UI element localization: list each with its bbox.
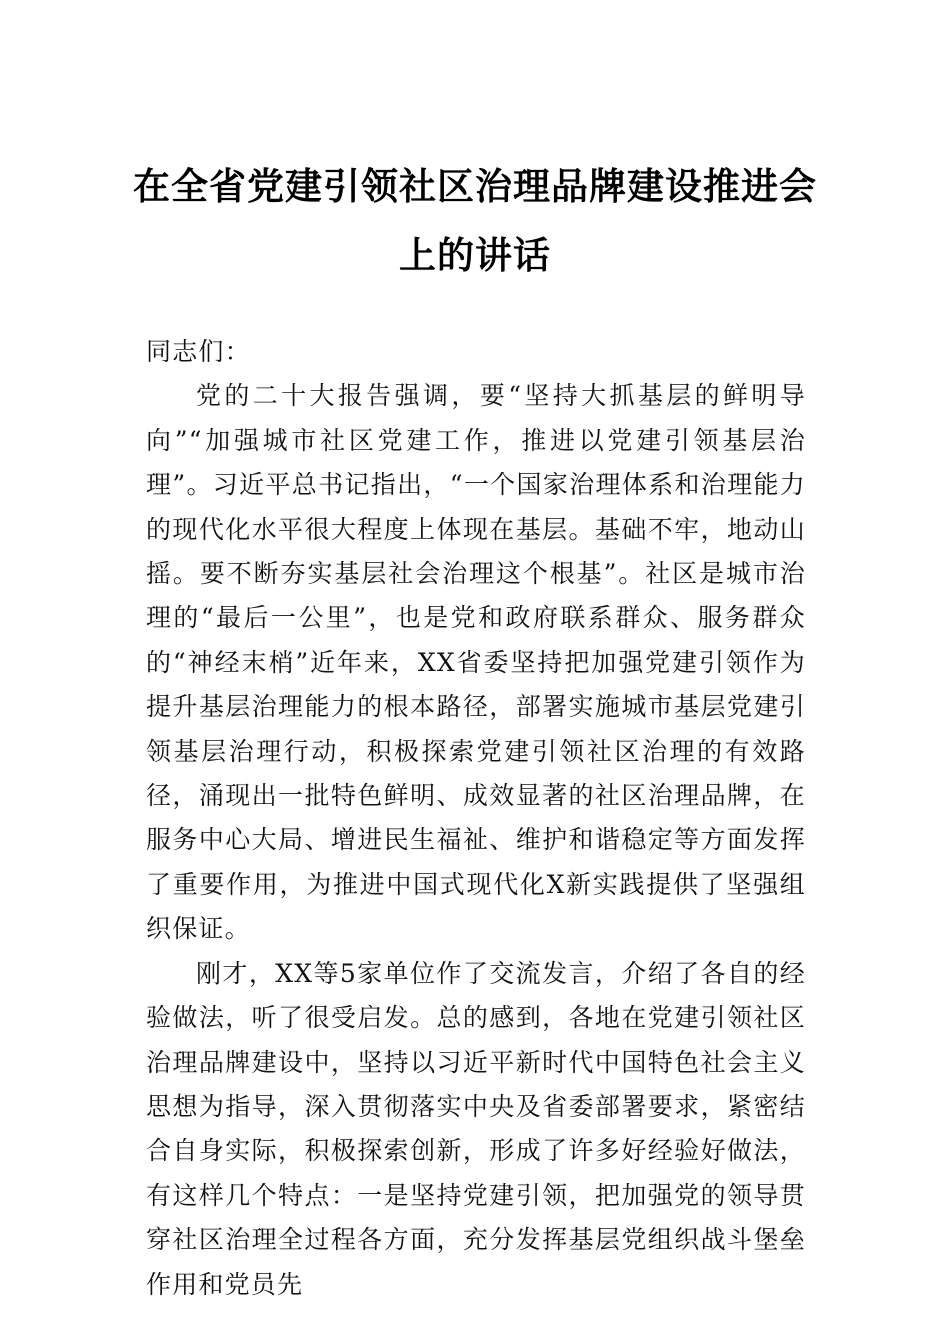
document-title-line1: 在全省党建引领社区治理品牌建设推进会 [133,164,817,208]
paragraph-2: 刚才，XX等5家单位作了交流发言，介绍了各自的经验做法，听了很受启发。总的感到，各地在党建引领社区治理品牌建设中，坚持以习近平新时代中国特色社会主义思想为指导，深入贯彻落实中央及省委部署要求，紧密结合自身实际，积极探索创新，形成了许多好经验好做法，有这样几个特点：一是坚持党建引领，把加强党的领导贯穿社区治理全过程各方面，充分发挥基层党组织战斗堡垒作用和党员先 [146,958,806,1299]
paragraph-1: 党的二十大报告强调，要“坚持大抓基层的鲜明导向”“加强城市社区党建工作，推进以党建引领基层治理”。习近平总书记指出，“一个国家治理体系和治理能力的现代化水平很大程度上体现在基层。基础不牢，地动山摇。要不断夯实基层社会治理这个根基”。社区是城市治理的“最后一公里”，也是党和政府联系群众、服务群众的“神经末梢”近年来，XX省委坚持把加强党建引领作为提升基层治理能力的根本路径，部署实施城市基层党建引领基层治理行动，积极探索党建引领社区治理的有效路径，涌现出一批特色鲜明、成效显著的社区治理品牌，在服务中心大局、增进民生福祉、维护和谐稳定等方面发挥了重要作用，为推进中国式现代化X新实践提供了坚强组织保证。 [146,381,806,944]
salutation: 同志们： [146,337,251,366]
document-body [146,330,806,1307]
document-title-line2: 上的讲话 [399,233,551,277]
